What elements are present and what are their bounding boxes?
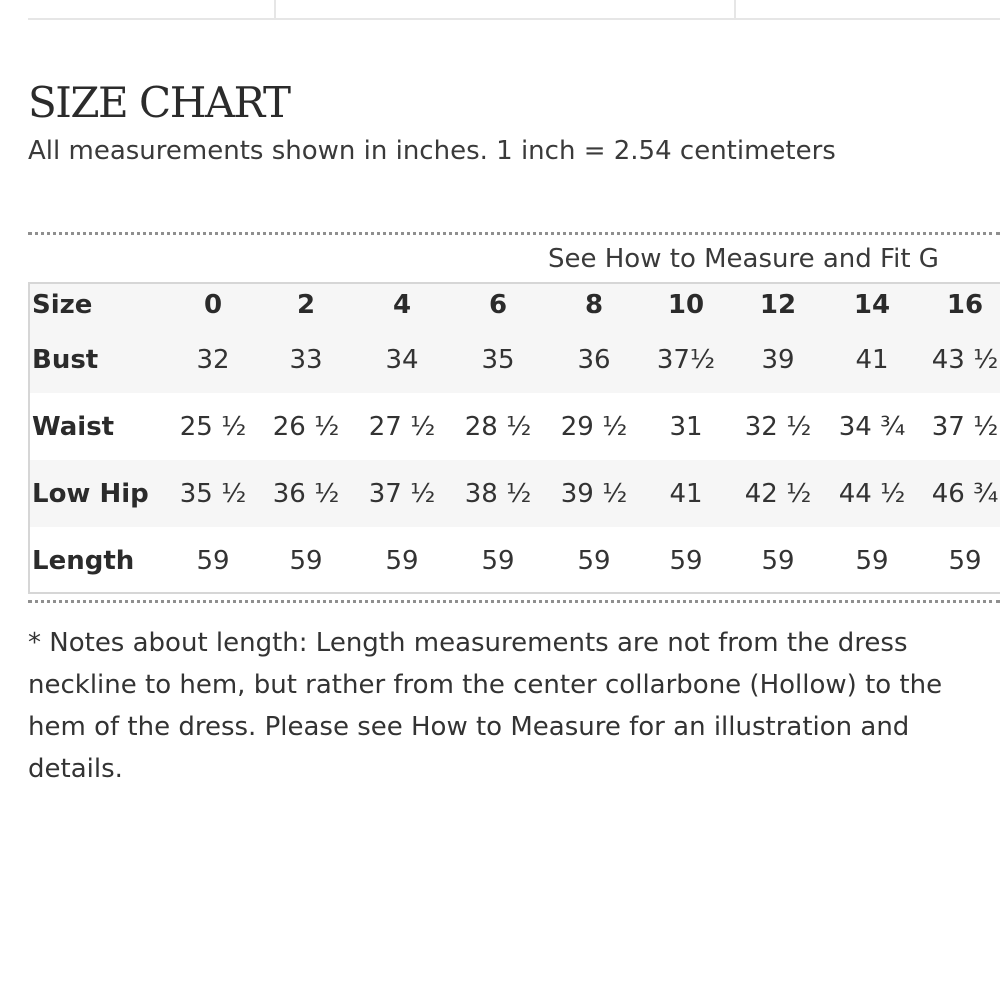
row-label: Length bbox=[32, 545, 135, 576]
table-row-bust bbox=[30, 326, 1000, 393]
table-cell: 59 bbox=[948, 545, 982, 576]
size-header-cell: 16 bbox=[918, 284, 1000, 326]
table-cell: 39 bbox=[730, 326, 826, 393]
table-cell: 59 bbox=[761, 545, 795, 576]
table-cell: 27 ½ bbox=[368, 411, 436, 442]
table-cell: 44 ½ bbox=[826, 460, 918, 527]
row-label: Low Hip bbox=[30, 460, 168, 527]
table-cell: 33 bbox=[258, 326, 354, 393]
table-cell: 37 ½ bbox=[354, 460, 450, 527]
table-divider bbox=[274, 0, 276, 20]
size-header-label: Size bbox=[30, 284, 168, 326]
size-header-cell: 6 bbox=[450, 284, 546, 326]
table-cell: 32 ½ bbox=[744, 411, 812, 442]
table-cell: 42 ½ bbox=[730, 460, 826, 527]
table-row-length bbox=[30, 527, 1000, 594]
length-note: * Notes about length: Length measurements are not from the dress neckline to hem, but rather from the center collarbone (Hollow) to the hem of the dress. Please see How to Measure for an illustration and details. bbox=[28, 628, 943, 784]
table-cell: 59 bbox=[481, 545, 515, 576]
table-cell: 59 bbox=[577, 545, 611, 576]
row-label: Bust bbox=[30, 326, 168, 393]
page-title: SIZE CHART bbox=[28, 78, 290, 127]
table-cell: 43 ½ bbox=[918, 326, 1000, 393]
table-cell: 34 bbox=[354, 326, 450, 393]
table-cell: 36 bbox=[546, 326, 642, 393]
table-cell: 35 ½ bbox=[168, 460, 258, 527]
size-header-cell: 8 bbox=[546, 284, 642, 326]
table-cell: 38 ½ bbox=[450, 460, 546, 527]
table-cell: 46 ¾ bbox=[918, 460, 1000, 527]
size-header-cell: 14 bbox=[826, 284, 918, 326]
table-cell: 59 bbox=[855, 545, 889, 576]
table-cell: 59 bbox=[289, 545, 323, 576]
row-label: Waist bbox=[32, 411, 115, 442]
table-cell: 39 ½ bbox=[546, 460, 642, 527]
table-cell: 28 ½ bbox=[464, 411, 532, 442]
table-cell: 59 bbox=[385, 545, 419, 576]
measurement-note: All measurements shown in inches. 1 inch = 2.54 centimeters bbox=[28, 136, 836, 166]
size-header-cell: 12 bbox=[730, 284, 826, 326]
size-header-cell: 0 bbox=[168, 284, 258, 326]
table-cell: 26 ½ bbox=[272, 411, 340, 442]
previous-table-edge bbox=[28, 0, 1000, 20]
how-to-measure-link[interactable]: See How to Measure and Fit G bbox=[548, 244, 939, 274]
dotted-divider-top bbox=[28, 232, 1000, 235]
dotted-divider-bottom bbox=[28, 600, 1000, 603]
table-cell: 31 bbox=[669, 411, 703, 442]
table-cell: 37½ bbox=[642, 326, 730, 393]
size-header-cell: 2 bbox=[258, 284, 354, 326]
size-header-cell: 4 bbox=[354, 284, 450, 326]
size-header-row bbox=[30, 284, 1000, 326]
table-cell: 37 ½ bbox=[931, 411, 999, 442]
table-cell: 25 ½ bbox=[179, 411, 247, 442]
size-chart-table bbox=[28, 282, 1000, 594]
table-row-low-hip bbox=[30, 460, 1000, 527]
table-row-waist bbox=[30, 393, 1000, 460]
size-header-cell: 10 bbox=[642, 284, 730, 326]
table-cell: 59 bbox=[669, 545, 703, 576]
table-cell: 29 ½ bbox=[560, 411, 628, 442]
table-cell: 35 bbox=[450, 326, 546, 393]
table-cell: 59 bbox=[196, 545, 230, 576]
table-cell: 32 bbox=[168, 326, 258, 393]
table-cell: 41 bbox=[642, 460, 730, 527]
table-cell: 34 ¾ bbox=[838, 411, 906, 442]
table-cell: 41 bbox=[826, 326, 918, 393]
table-cell: 36 ½ bbox=[258, 460, 354, 527]
table-divider bbox=[734, 0, 736, 20]
